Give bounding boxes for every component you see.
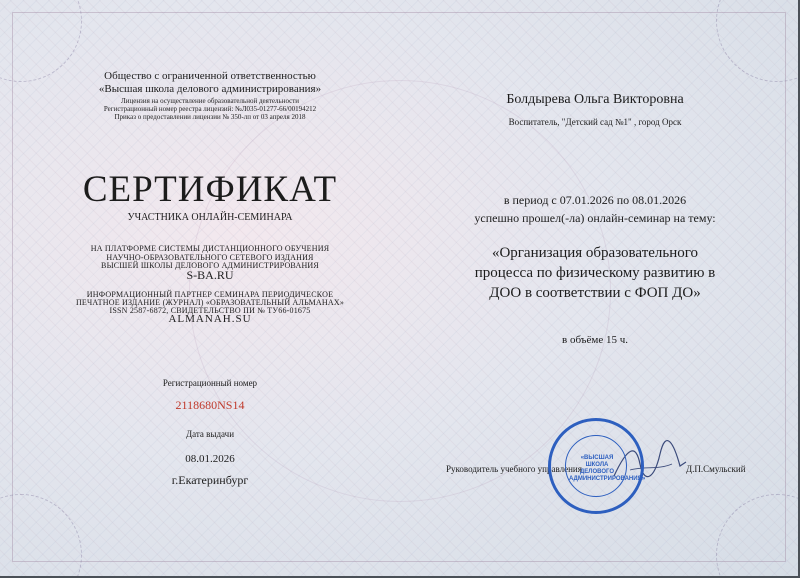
reg-number: 2118680NS14 [175,398,245,412]
partner-line3: ISSN 2587-6872, СВИДЕТЕЛЬСТВО ПИ № ТУ66-01675 [109,306,311,315]
issue-city: г.Екатеринбург [171,473,249,487]
completed-text: успешно прошел(-ла) онлайн-семинар на тему: [474,211,716,225]
official-stamp [548,418,644,514]
period: в период с 07.01.2026 по 08.01.2026 [503,193,687,207]
license-line3: Приказ о предоставлении лицензии № 350-лп от 03 апреля 2018 [114,113,306,121]
partner-line2: ПЕЧАТНОЕ ИЗДАНИЕ (ЖУРНАЛ) «ОБРАЗОВАТЕЛЬНЫЙ АЛЬМАНАХ» [75,298,345,307]
topic-line2: процесса по физическому развитию в [474,265,716,281]
platform-line1: НА ПЛАТФОРМЕ СИСТЕМЫ ДИСТАНЦИОННОГО ОБУЧЕНИЯ [90,244,330,253]
license-line1: Лицензия на осуществление образовательной деятельности [120,97,300,105]
certificate-title: СЕРТИФИКАТ [82,169,338,210]
reg-number-label: Регистрационный номер [162,378,258,388]
org-line2: «Высшая школа делового администрирования» [98,83,322,95]
license-line2: Регистрационный номер реестра лицензий: №Л035-01277-66/00194212 [103,105,317,113]
topic-line3: ДОО в соответствии с ФОП ДО» [489,285,701,301]
recipient-name: Болдырева Ольга Викторовна [506,92,684,107]
partner-line1: ИНФОРМАЦИОННЫЙ ПАРТНЕР СЕМИНАРА ПЕРИОДИЧЕСКОЕ [86,290,334,299]
signer-name: Д.П.Смульский [686,464,746,474]
platform-line2: НАУЧНО-ОБРАЗОВАТЕЛЬНОГО СЕТЕВОГО ИЗДАНИЯ [106,253,314,262]
recipient-position: Воспитатель, "Детский сад №1" , город Орск [508,117,682,127]
volume: в объёме 15 ч. [562,334,628,346]
org-line1: Общество с ограниченной ответственностью [104,70,316,82]
topic-line1: «Организация образовательного [491,245,699,261]
platform-site: S-BA.RU [186,268,234,282]
platform-line3: ВЫСШЕЙ ШКОЛЫ ДЕЛОВОГО АДМИНИСТРИРОВАНИЯ [101,261,319,270]
issue-date: 08.01.2026 [185,453,235,465]
signer-role: Руководитель учебного управления [446,464,582,474]
certificate-subtitle: УЧАСТНИКА ОНЛАЙН-СЕМИНАРА [127,212,293,223]
issue-date-label: Дата выдачи [185,429,235,439]
partner-site: ALMANAH.SU [168,313,252,325]
stamp-text: «ВЫСШАЯ ШКОЛА ДЕЛОВОГО АДМИНИСТРИРОВАНИЯ» [569,455,646,482]
